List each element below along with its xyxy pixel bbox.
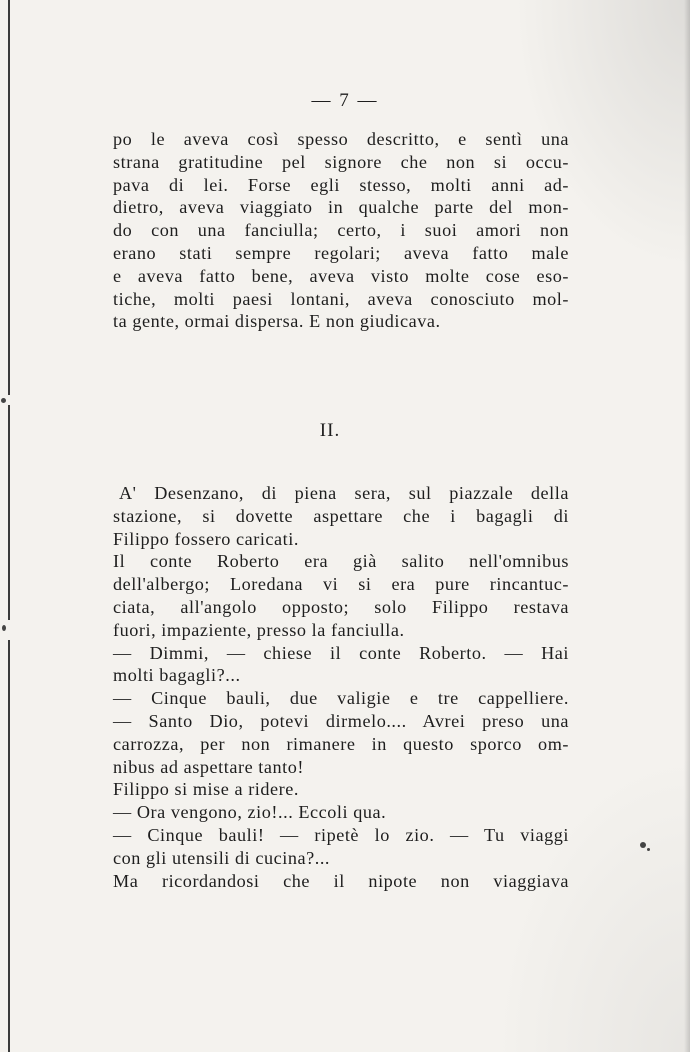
page-edge-line <box>8 640 10 1052</box>
text-line: fuori, impaziente, presso la fanciulla. <box>113 619 405 640</box>
text-line: po le aveva così spesso descritto, e sentì una <box>113 129 569 149</box>
chapter-body <box>113 482 569 892</box>
text-line: — Cinque bauli, due valigie e tre cappelliere. <box>113 688 569 709</box>
text-line: molti bagagli?... <box>113 665 241 686</box>
page-number: — 7 — <box>311 90 379 111</box>
text-line: Ma ricordandosi che il nipote non viaggiava <box>113 870 569 891</box>
page-shadow <box>684 0 690 1052</box>
text-line: e aveva fatto bene, aveva visto molte cose eso- <box>113 265 569 286</box>
text-line: nibus ad aspettare tanto! <box>113 756 305 777</box>
text-line: tiche, molti paesi lontani, aveva conosciuto mol- <box>113 288 569 309</box>
text-line: dietro, aveva viaggiato in qualche parte del mon- <box>113 197 569 218</box>
page-edge-line <box>8 0 10 395</box>
ink-speck <box>647 848 650 851</box>
text-line: — Dimmi, — chiese il conte Roberto. — Hai <box>113 642 569 663</box>
text-line: — Ora vengono, zio!... Eccoli qua. <box>113 802 387 823</box>
text-line: stazione, si dovette aspettare che i bagagli di <box>113 505 569 526</box>
text-line: — Santo Dio, potevi dirmelo.... Avrei preso una <box>113 710 569 731</box>
text-line: erano stati sempre regolari; aveva fatto male <box>113 242 569 263</box>
text-line: con gli utensili di cucina?... <box>113 847 331 868</box>
text-line: carrozza, per non rimanere in questo sporco om- <box>113 733 569 754</box>
text-line: Filippo fossero caricati. <box>113 528 299 549</box>
text-line: do con una fanciulla; certo, i suoi amori non <box>113 220 569 241</box>
text-line: dell'albergo; Loredana vi si era pure rincantuc- <box>113 574 569 595</box>
text-line: strana gratitudine pel signore che non si occu- <box>113 151 569 172</box>
ink-speck <box>640 842 646 848</box>
text-line: pava di lei. Forse egli stesso, molti anni ad- <box>113 174 569 195</box>
text-line: Il conte Roberto era già salito nell'omnibus <box>113 551 569 572</box>
text-line: ta gente, ormai dispersa. E non giudicava. <box>113 311 441 332</box>
text-line: Filippo si mise a ridere. <box>113 779 299 800</box>
paragraph-continuation <box>113 128 569 333</box>
text-line: ciata, all'angolo opposto; solo Filippo restava <box>113 596 569 617</box>
ink-speck <box>2 625 6 631</box>
text-line: — Cinque bauli! — ripetè lo zio. — Tu viaggi <box>113 824 569 845</box>
chapter-heading: II. <box>319 420 341 441</box>
ink-speck <box>1 398 6 403</box>
text-line: A' Desenzano, di piena sera, sul piazzale della <box>119 483 569 503</box>
